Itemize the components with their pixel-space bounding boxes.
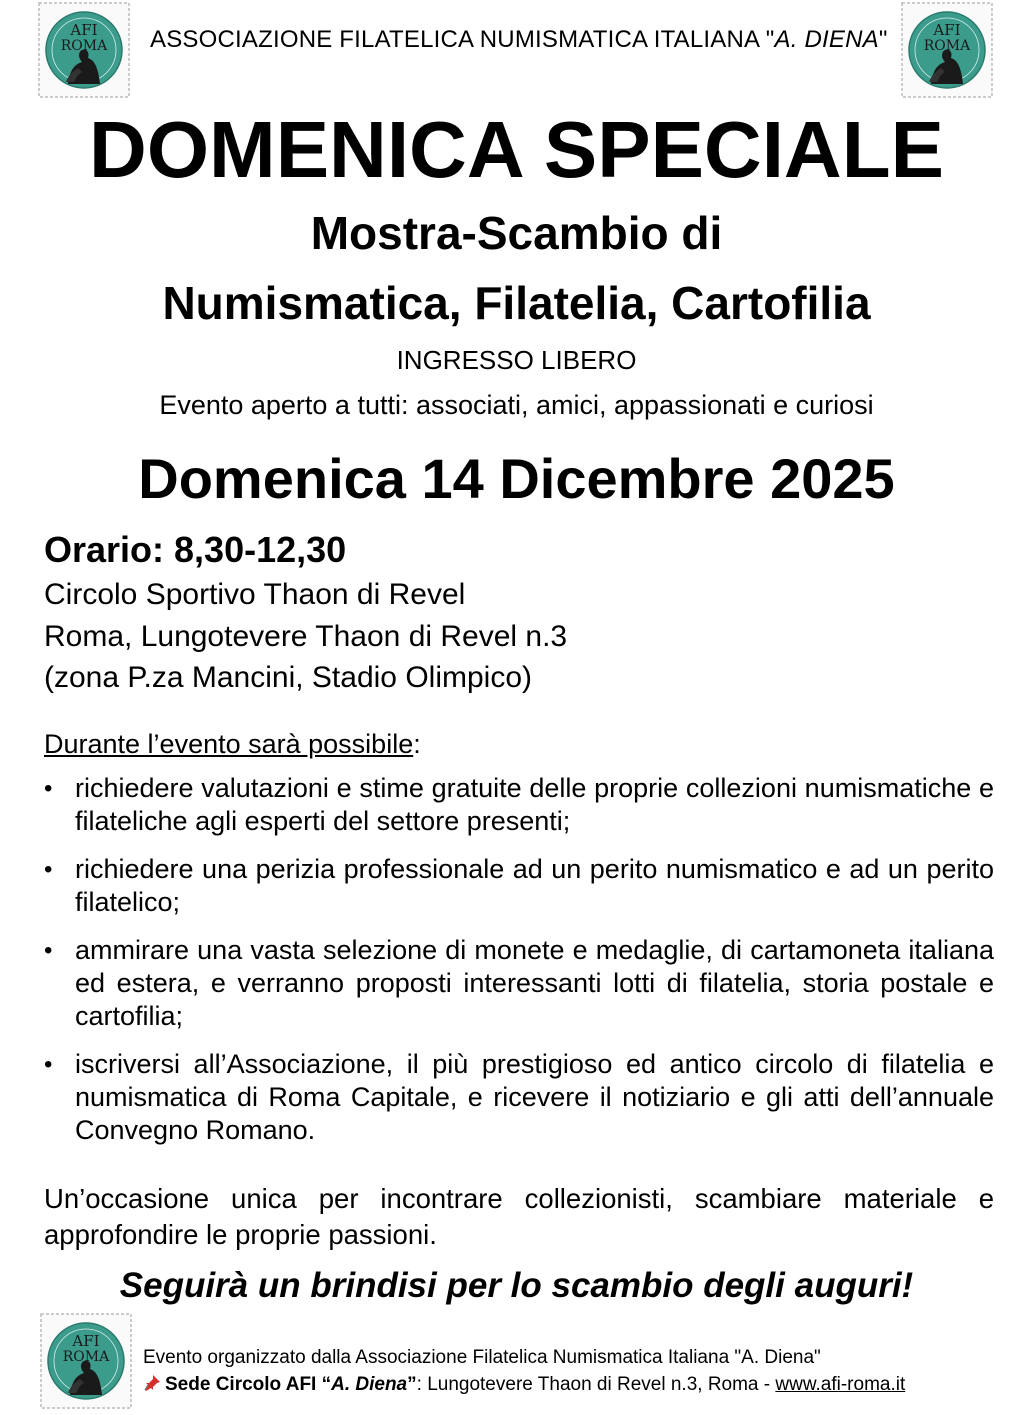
footer-organizer: Evento organizzato dalla Associazione Filatelica Numismatica Italiana "A. Diena" bbox=[143, 1347, 821, 1368]
afi-roma-stamp-logo-icon bbox=[901, 2, 993, 98]
logo-text-afi: AFI bbox=[70, 21, 98, 39]
header-org-name-italic: A. DIENA bbox=[774, 26, 879, 53]
afi-roma-logo-bottom-left bbox=[40, 1313, 132, 1409]
footer-sede-suffix: ” bbox=[407, 1374, 417, 1395]
toast-announcement: Seguirà un brindisi per lo scambio degli auguri! bbox=[119, 1266, 914, 1305]
activities-heading-label: Durante l’evento sarà possibile bbox=[44, 729, 414, 759]
footer-sede-prefix: Sede Circolo AFI “ bbox=[165, 1374, 332, 1395]
logo-text-roma: ROMA bbox=[923, 38, 971, 54]
subtitle-line-1: Mostra-Scambio di bbox=[310, 207, 723, 259]
open-event-notice: Evento aperto a tutti: associati, amici, appassionati e curiosi bbox=[159, 390, 874, 420]
afi-roma-logo-top-left bbox=[38, 2, 130, 98]
subtitle-line-2: Numismatica, Filatelia, Cartofilia bbox=[162, 277, 871, 329]
location-area: (zona P.za Mancini, Stadio Olimpico) bbox=[44, 661, 532, 694]
activities-heading bbox=[44, 727, 421, 761]
free-entry-notice: INGRESSO LIBERO bbox=[396, 345, 637, 375]
list-item: • richiedere una perizia professionale ad un perito numismatico e ad un perito filatelico; bbox=[44, 853, 994, 919]
activities-heading-colon: : bbox=[413, 729, 421, 759]
website-link[interactable]: www.afi-roma.it bbox=[775, 1374, 906, 1395]
list-item: • iscriversi all’Associazione, il più prestigioso ed antico circolo di filatelia e numismatica di Roma Capitale, e ricevere il notiziario e gli atti dell’annuale Convegno Romano. bbox=[44, 1048, 994, 1147]
header-org-suffix: " bbox=[878, 26, 888, 53]
footer-street-address: : Lungotevere Thaon di Revel n.3, Roma - bbox=[416, 1374, 776, 1395]
page-title: DOMENICA SPECIALE bbox=[89, 105, 944, 194]
event-hours: Orario: 8,30-12,30 bbox=[44, 529, 347, 570]
afi-roma-stamp-logo-icon bbox=[40, 1313, 132, 1409]
logo-text-afi: AFI bbox=[933, 21, 961, 39]
footer-address bbox=[143, 1373, 905, 1397]
event-date: Domenica 14 Dicembre 2025 bbox=[138, 447, 895, 510]
header-org-prefix: ASSOCIAZIONE FILATELICA NUMISMATICA ITALIANA " bbox=[150, 26, 775, 53]
closing-paragraph: Un’occasione unica per incontrare collezionisti, scambiare materiale e approfondire le proprie passioni. bbox=[44, 1183, 994, 1250]
pushpin-icon bbox=[143, 1374, 161, 1392]
logo-text-afi: AFI bbox=[72, 1332, 100, 1350]
list-item: • richiedere valutazioni e stime gratuite delle proprie collezioni numismatiche e filateliche agli esperti del settore presenti; bbox=[44, 772, 994, 838]
afi-roma-logo-top-right bbox=[901, 2, 993, 98]
logo-text-roma: ROMA bbox=[60, 38, 108, 54]
header-organization-name bbox=[150, 26, 890, 54]
logo-text-roma: ROMA bbox=[62, 1349, 110, 1365]
location-venue: Circolo Sportivo Thaon di Revel bbox=[44, 578, 466, 611]
footer-sede-name: A. Diena bbox=[331, 1374, 408, 1395]
list-item: • ammirare una vasta selezione di monete e medaglie, di cartamoneta italiana ed estera, e verranno proposti interessanti lotti di filatelia, storia postale e cartofilia; bbox=[44, 934, 994, 1033]
afi-roma-stamp-logo-icon bbox=[38, 2, 130, 98]
location-address: Roma, Lungotevere Thaon di Revel n.3 bbox=[44, 620, 568, 653]
activities-list bbox=[44, 772, 994, 1162]
